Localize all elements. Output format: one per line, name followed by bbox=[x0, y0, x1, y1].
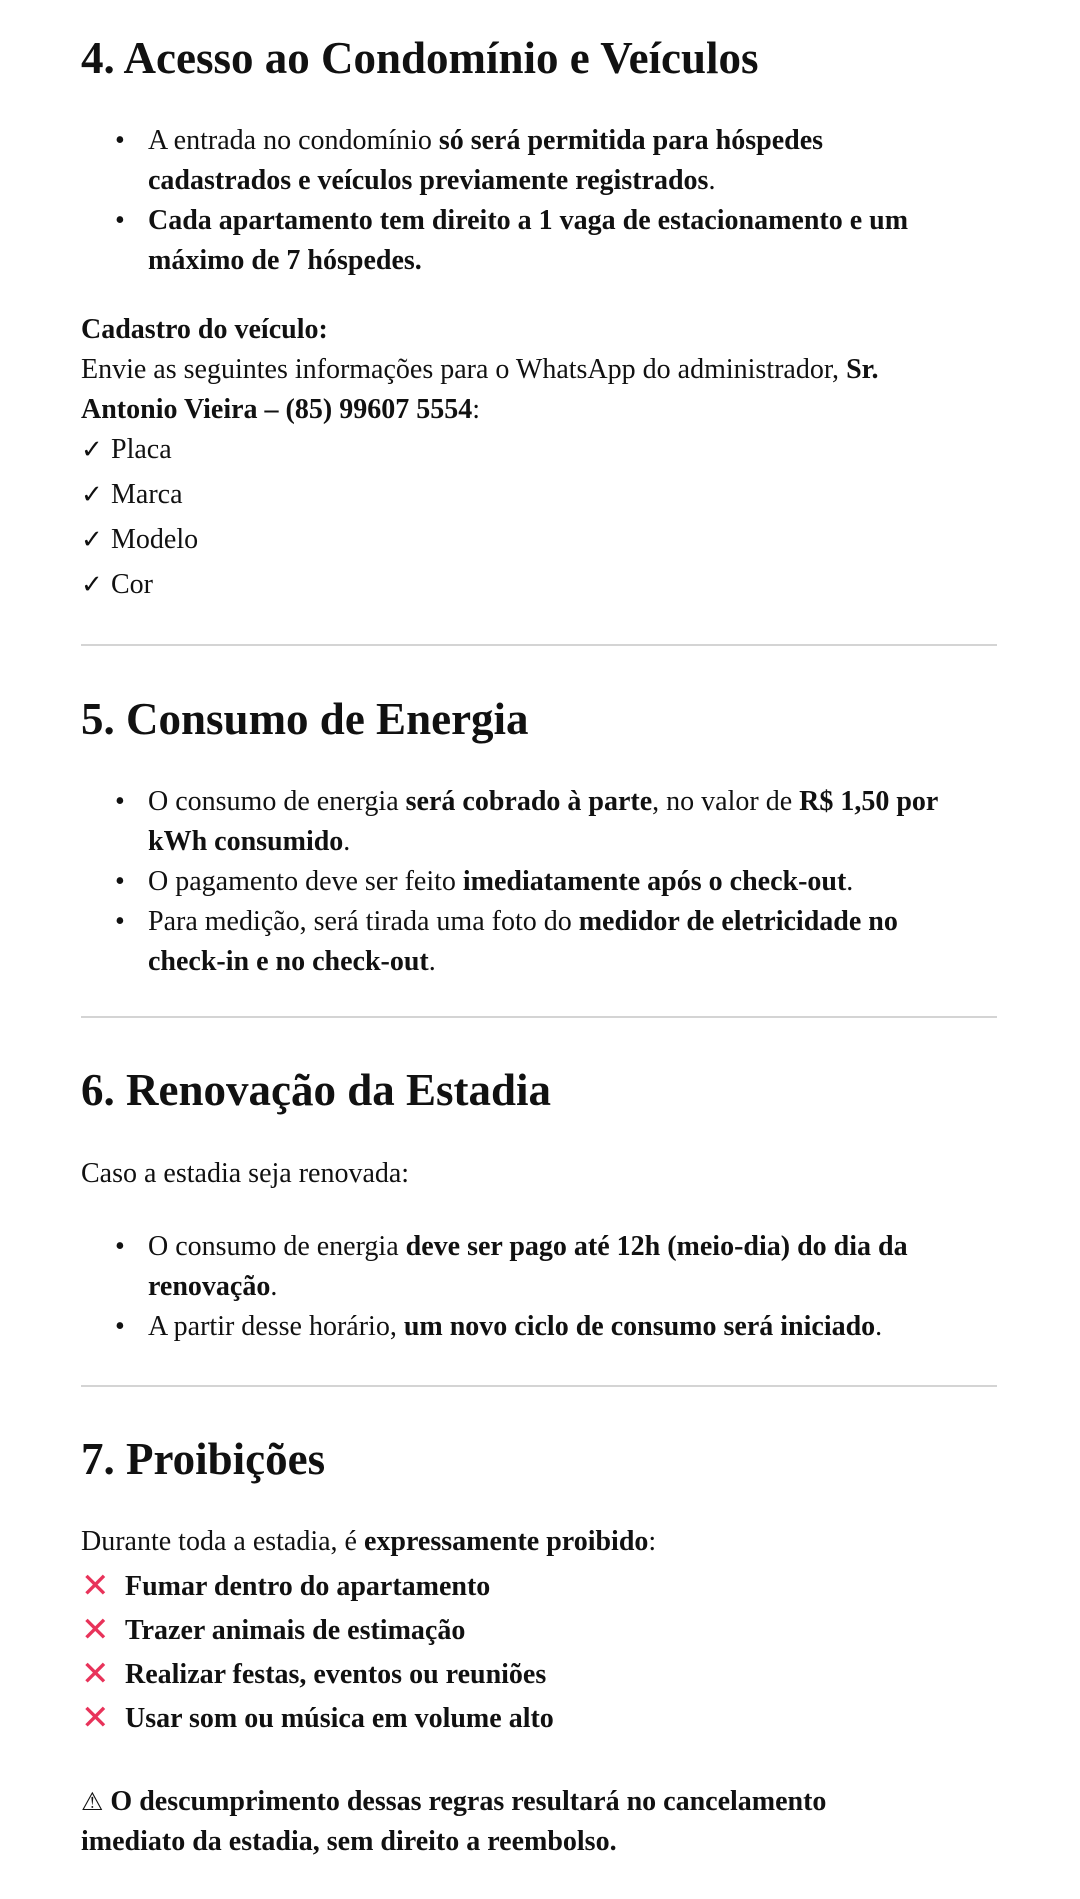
cross-mark-icon: ✕ bbox=[81, 1654, 110, 1694]
section-6-list bbox=[115, 1227, 1005, 1347]
section-divider bbox=[81, 1385, 997, 1387]
prohibition-item: ✕ Usar som ou música em volume alto bbox=[81, 1698, 554, 1738]
list-item: • O consumo de energia deve ser pago até 12h (meio-dia) do dia da renovação. bbox=[115, 1227, 1005, 1307]
check-item-marca: ✓ Marca bbox=[81, 475, 183, 515]
cross-mark-icon: ✕ bbox=[81, 1610, 110, 1650]
bold-text: cadastrados e veículos previamente registrados bbox=[148, 165, 709, 196]
checkmark-icon: ✓ bbox=[81, 480, 103, 510]
list-item bbox=[115, 121, 1005, 201]
text: . bbox=[708, 165, 716, 196]
section-4-title: 4. Acesso ao Condomínio e Veículos bbox=[81, 33, 759, 83]
checkmark-icon: ✓ bbox=[81, 525, 103, 555]
prohibition-item: ✕ Realizar festas, eventos ou reuniões bbox=[81, 1654, 547, 1694]
section-7-intro: Durante toda a estadia, é expressamente proibido: bbox=[81, 1526, 657, 1557]
prohibition-item: ✕ Trazer animais de estimação bbox=[81, 1610, 466, 1650]
bold-text: Cada apartamento tem direito a 1 vaga de estacionamento e um bbox=[148, 205, 909, 236]
section-5-title: 5. Consumo de Energia bbox=[81, 694, 529, 744]
section-divider bbox=[81, 644, 997, 646]
section-6-intro: Caso a estadia seja renovada: bbox=[81, 1158, 410, 1189]
prohibition-item: ✕ Fumar dentro do apartamento bbox=[81, 1566, 491, 1606]
section-divider bbox=[81, 1016, 997, 1018]
section-7-title: 7. Proibições bbox=[81, 1434, 326, 1484]
checkmark-icon: ✓ bbox=[81, 570, 103, 600]
list-item: • O consumo de energia será cobrado à parte, no valor de R$ 1,50 por kWh consumido. bbox=[115, 782, 1005, 862]
cross-mark-icon: ✕ bbox=[81, 1698, 110, 1738]
check-item-modelo: ✓ Modelo bbox=[81, 520, 198, 560]
warning-icon: ⚠ bbox=[81, 1787, 104, 1816]
admin-contact: Antonio Vieira – (85) 99607 5554 bbox=[81, 394, 473, 425]
section-6-title: 6. Renovação da Estadia bbox=[81, 1065, 552, 1115]
warning-notice: ⚠ O descumprimento dessas regras resultará no cancelamento imediato da estadia, sem direito a reembolso. bbox=[81, 1786, 827, 1857]
checkmark-icon: ✓ bbox=[81, 435, 103, 465]
check-item-placa: ✓ Placa bbox=[81, 430, 172, 470]
section-4-list bbox=[115, 121, 1005, 281]
list-item: • A partir desse horário, um novo ciclo de consumo será iniciado. bbox=[115, 1307, 1005, 1347]
bold-text: só será permitida para hóspedes bbox=[438, 125, 824, 156]
bold-text: máximo de 7 hóspedes. bbox=[148, 245, 422, 276]
check-item-cor: ✓ Cor bbox=[81, 565, 153, 605]
vehicle-registration-label: Cadastro do veículo: bbox=[81, 314, 328, 345]
list-item: • Para medição, será tirada uma foto do medidor de eletricidade no check-in e no check-out. bbox=[115, 902, 1005, 982]
cross-mark-icon: ✕ bbox=[81, 1566, 110, 1606]
text: A entrada no condomínio bbox=[148, 125, 439, 156]
list-item: • O pagamento deve ser feito imediatamente após o check-out. bbox=[115, 862, 1005, 902]
list-item bbox=[115, 201, 1005, 281]
vehicle-registration-text: Envie as seguintes informações para o WhatsApp do administrador, Sr. Antonio Vieira – (85) 99607 5554: bbox=[81, 354, 879, 425]
section-5-list bbox=[115, 782, 1005, 982]
